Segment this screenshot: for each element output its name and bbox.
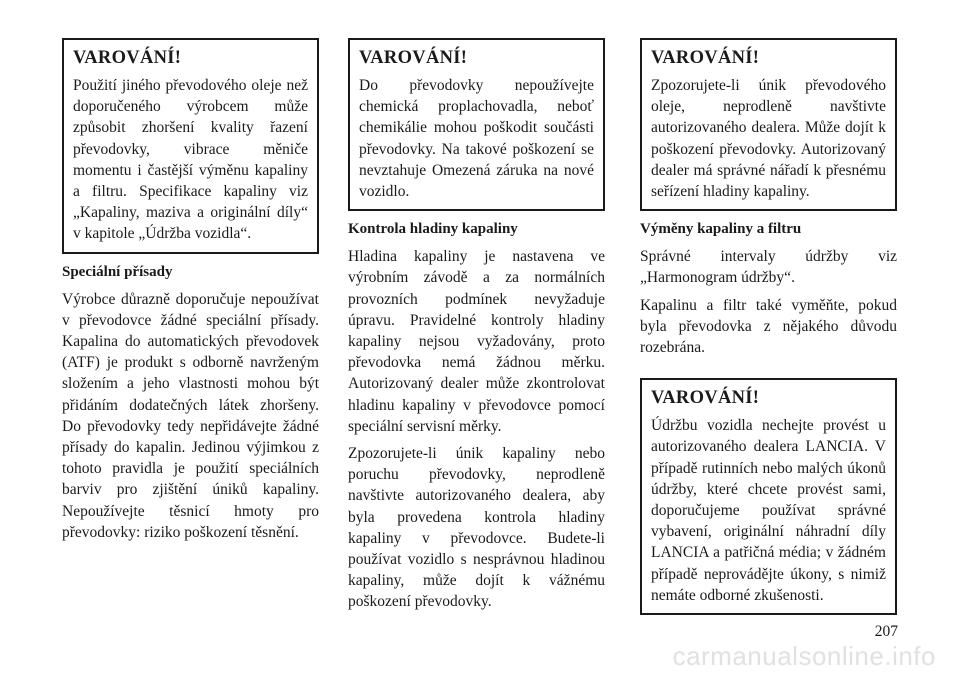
- warning-text: Do převodovky nepoužívejte chemická proplachovadla, neboť chemikálie mohou poškodit součásti převodovky. Na takové poškození se nevztahuje Omezená záruka na nové vozidlo.: [359, 77, 594, 201]
- warning-title: VAROVÁNÍ!: [359, 48, 468, 68]
- paragraph: Zpozorujete-li únik kapaliny nebo poruchu převodovky, neprodleně navštivte autorizovaného dealera, aby byla provedena kontrola hladiny kapaliny v převodovce. Budete-li používat vozidlo s nesprávnou hladinou kapaliny, může dojít k vážnému poškození převodovky.: [348, 445, 605, 611]
- column-right: [640, 38, 897, 623]
- watermark: carmanualsonline.info: [672, 641, 936, 671]
- column-left: [62, 38, 319, 549]
- warning-title: VAROVÁNÍ!: [651, 48, 760, 68]
- paragraph: Hladina kapaliny je nastavena ve výrobním závodě a za normálních provozních podmínek nevyžaduje úpravu. Pravidelné kontroly hladiny kapaliny nejsou vyžadovány, proto převodovka nemá žádnou měrku. Autorizovaný dealer může zkontrolovat hladinu kapaliny v převodovce pomocí speciální servisní měrky.: [348, 248, 605, 435]
- paragraph: Správné intervaly údržby viz „Harmonogram údržby“.: [640, 248, 897, 287]
- paragraph: Kapalinu a filtr také vyměňte, pokud byla převodovka z nějakého důvodu rozebrána.: [640, 296, 897, 357]
- page-number: 207: [874, 623, 898, 640]
- paragraph: Výrobce důrazně doporučuje nepoužívat v převodovce žádné speciální přísady. Kapalina do automatických převodovek (ATF) je produkt s odborně navrženým složením a jeho vlastnosti mohou být přidáním dodatečných látek zhoršeny. Do převodovky tedy nepřidávejte žádné přísady do kapalin. Jedinou výjimkou z tohoto pravidla je použití speciálních barviv pro zjištění úniků kapaliny. Nepoužívejte těsnicí hmoty pro převodovky: riziko poškození těsnění.: [62, 290, 319, 541]
- warning-box-2: [640, 378, 897, 615]
- spacer: [640, 364, 897, 378]
- warning-title: VAROVÁNÍ!: [651, 388, 760, 409]
- warning-text: Použití jiného převodového oleje než doporučeného výrobcem může způsobit zhoršení kvality řazení převodovky, vibrace měniče momentu i častější výměnu kapaliny a filtru. Specifikace kapaliny viz „Kapaliny, maziva a originální díly“ v kapitole „Údržba vozidla“.: [73, 77, 308, 243]
- warning-text: Zpozorujete-li únik převodového oleje, neprodleně navštivte autorizovaného dealera. Může dojít k poškození převodovky. Autorizovaný dealer má správné nářadí k přesnému seřízení hladiny kapaliny.: [651, 77, 886, 201]
- warning-box: [348, 38, 605, 211]
- warning-text: Údržbu vozidla nechejte provést u autorizovaného dealera LANCIA. V případě rutinních nebo malých úkonů údržby, které chcete provést sami, doporučujeme používat správné vybavení, originální náhradní díly LANCIA a patřičná média; v žádném případě neprovádějte úkony, s nimiž nemáte odborné zkušenosti.: [651, 417, 886, 604]
- warning-title: VAROVÁNÍ!: [73, 48, 182, 68]
- section-heading: Výměny kapaliny a filtru: [640, 221, 802, 238]
- column-middle: [348, 38, 605, 619]
- warning-box: [640, 38, 897, 211]
- section-heading: Speciální přísady: [62, 263, 173, 280]
- warning-box: [62, 38, 319, 254]
- section-heading: Kontrola hladiny kapaliny: [348, 221, 518, 238]
